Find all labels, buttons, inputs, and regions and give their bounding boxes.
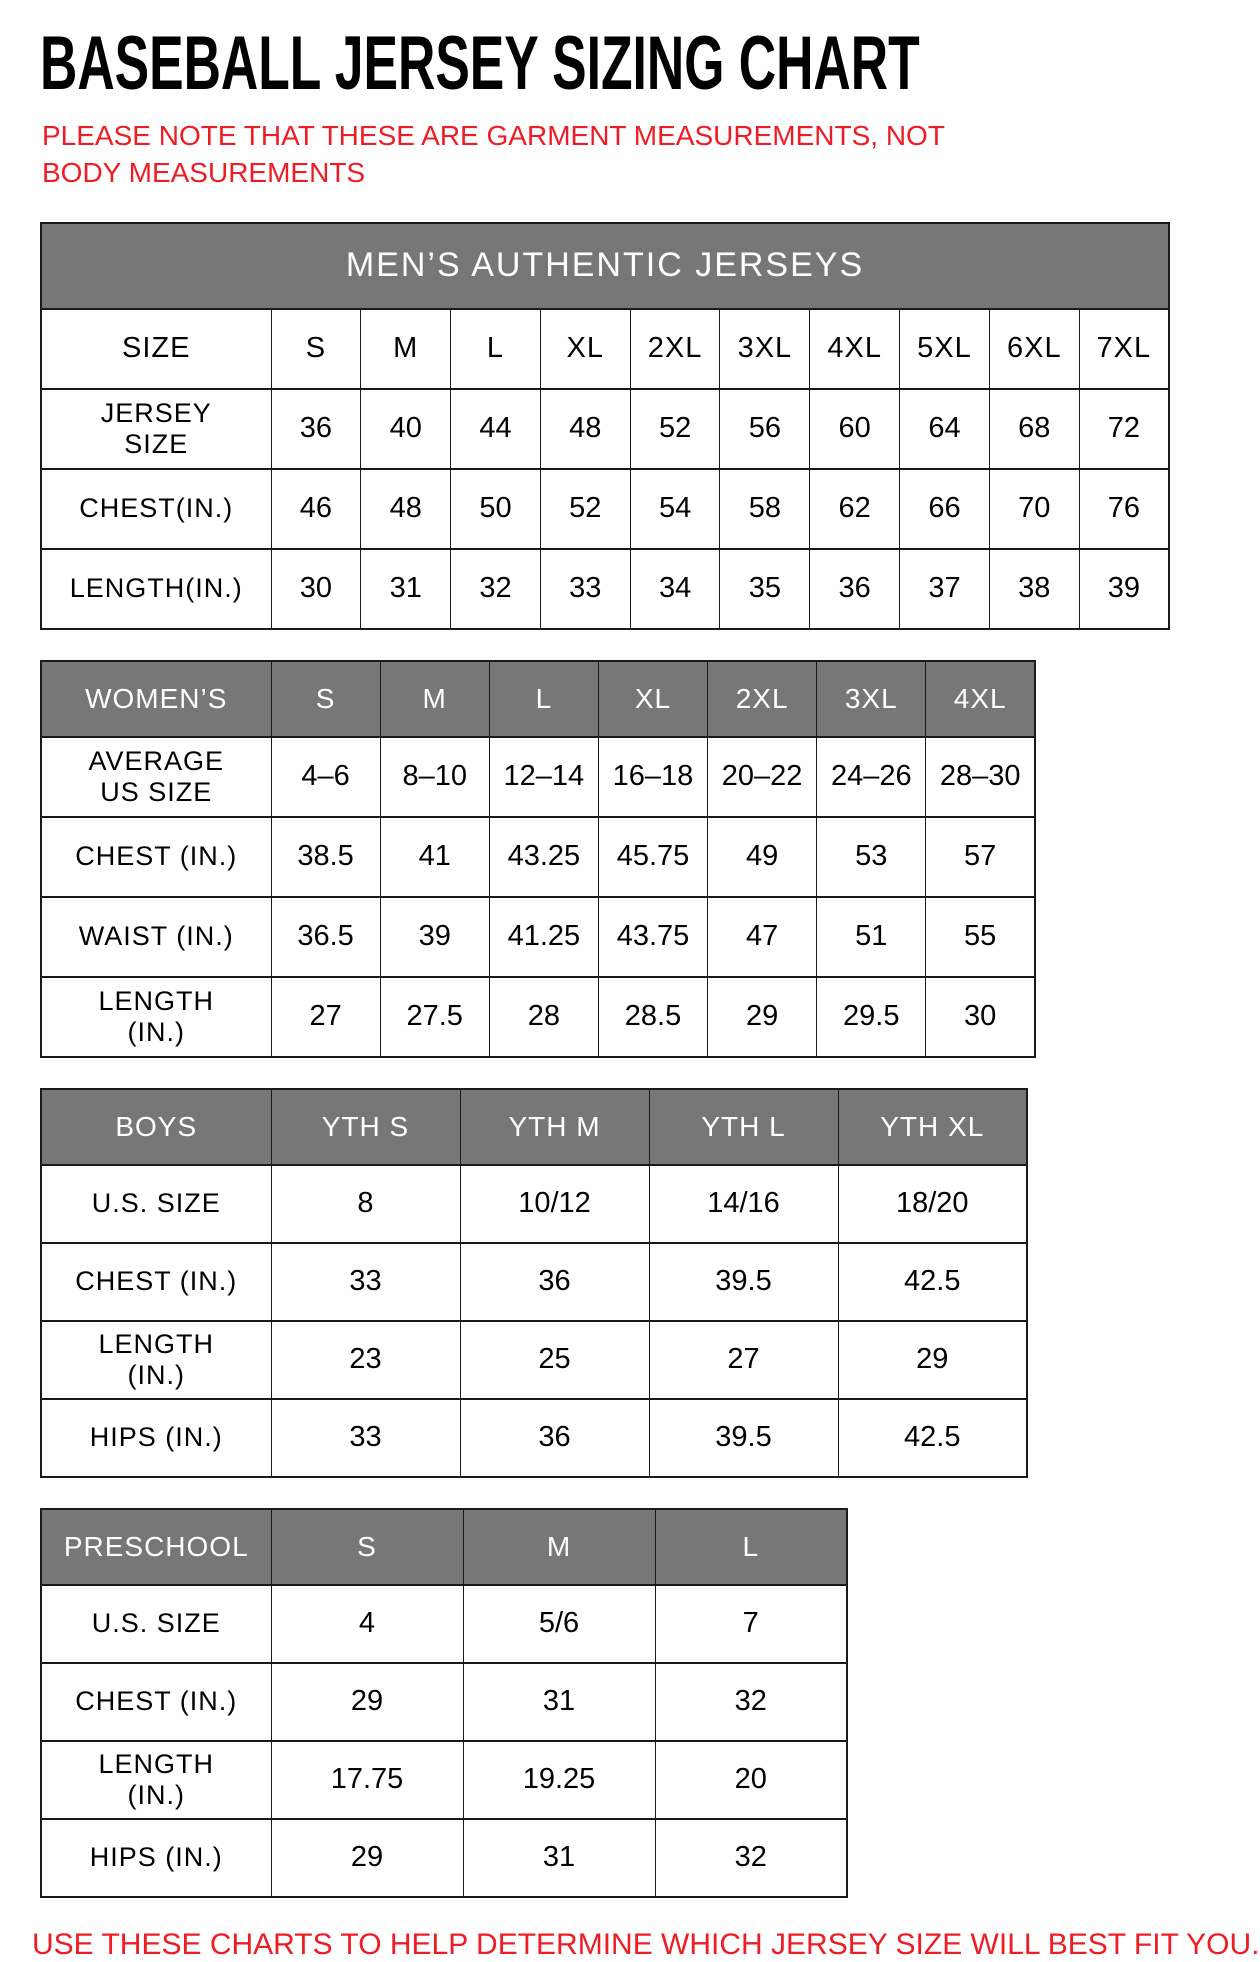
cell-value: 27	[649, 1321, 838, 1399]
cell-value: 29.5	[817, 977, 926, 1057]
cell-value: 33	[540, 549, 630, 629]
cell-value: 33	[271, 1243, 460, 1321]
preschool-row-length-in	[41, 1741, 847, 1819]
womens-header-row	[41, 661, 1035, 737]
row-label-length-in: LENGTH (IN.)	[41, 1741, 271, 1819]
preschool-row-chest-in	[41, 1663, 847, 1741]
cell-value: 72	[1079, 389, 1169, 469]
boys-row-chest-in	[41, 1243, 1027, 1321]
cell-value: 51	[817, 897, 926, 977]
preschool-sizing-table	[40, 1508, 848, 1898]
cell-value: 41	[380, 817, 489, 897]
col-header-yth-xl: YTH XL	[838, 1089, 1027, 1165]
col-header-m: M	[361, 309, 451, 389]
cell-value: 34	[630, 549, 720, 629]
cell-value: 68	[989, 389, 1079, 469]
cell-value: 45.75	[598, 817, 707, 897]
col-header-l: L	[655, 1509, 847, 1585]
cell-value: 44	[451, 389, 541, 469]
womens-row-chest-in	[41, 817, 1035, 897]
cell-value: 28.5	[598, 977, 707, 1057]
cell-value: 32	[655, 1663, 847, 1741]
cell-value: 76	[1079, 469, 1169, 549]
col-header-yth-m: YTH M	[460, 1089, 649, 1165]
row-label-average-us-size: AVERAGE US SIZE	[41, 737, 271, 817]
boys-row-hips-in	[41, 1399, 1027, 1477]
preschool-header-row	[41, 1509, 847, 1585]
cell-value: 36.5	[271, 897, 380, 977]
row-label-length-in: LENGTH (IN.)	[41, 1321, 271, 1399]
cell-value: 28–30	[926, 737, 1035, 817]
cell-value: 17.75	[271, 1741, 463, 1819]
col-header-yth-l: YTH L	[649, 1089, 838, 1165]
cell-value: 39	[380, 897, 489, 977]
boys-row-u-s-size	[41, 1165, 1027, 1243]
col-header-xl: XL	[598, 661, 707, 737]
col-header-6xl: 6XL	[989, 309, 1079, 389]
col-header-yth-s: YTH S	[271, 1089, 460, 1165]
cell-value: 53	[817, 817, 926, 897]
preschool-row-u-s-size	[41, 1585, 847, 1663]
womens-row-average-us-size	[41, 737, 1035, 817]
row-label-length-in: LENGTH(IN.)	[41, 549, 271, 629]
cell-value: 16–18	[598, 737, 707, 817]
mens-header-row	[41, 309, 1169, 389]
cell-value: 28	[489, 977, 598, 1057]
col-header-5xl: 5XL	[900, 309, 990, 389]
garment-measurements-note: PLEASE NOTE THAT THESE ARE GARMENT MEASUREMENTS, NOT BODY MEASUREMENTS	[42, 120, 945, 188]
cell-value: 30	[271, 549, 361, 629]
cell-value: 29	[271, 1819, 463, 1897]
cell-value: 14/16	[649, 1165, 838, 1243]
cell-value: 31	[463, 1819, 655, 1897]
col-header-s: S	[271, 309, 361, 389]
col-header-size: SIZE	[41, 309, 271, 389]
cell-value: 7	[655, 1585, 847, 1663]
cell-value: 27.5	[380, 977, 489, 1057]
cell-value: 64	[900, 389, 990, 469]
cell-value: 47	[708, 897, 817, 977]
cell-value: 43.25	[489, 817, 598, 897]
cell-value: 39	[1079, 549, 1169, 629]
mens-row-chest-in	[41, 469, 1169, 549]
col-header-l: L	[451, 309, 541, 389]
cell-value: 39.5	[649, 1243, 838, 1321]
cell-value: 4–6	[271, 737, 380, 817]
cell-value: 29	[271, 1663, 463, 1741]
row-label-u-s-size: U.S. SIZE	[41, 1165, 271, 1243]
cell-value: 33	[271, 1399, 460, 1477]
womens-sizing-table	[40, 660, 1036, 1058]
col-header-s: S	[271, 1509, 463, 1585]
col-header-women-s: WOMEN’S	[41, 661, 271, 737]
cell-value: 41.25	[489, 897, 598, 977]
row-label-chest-in: CHEST (IN.)	[41, 1243, 271, 1321]
col-header-4xl: 4XL	[810, 309, 900, 389]
col-header-3xl: 3XL	[720, 309, 810, 389]
col-header-l: L	[489, 661, 598, 737]
cell-value: 70	[989, 469, 1079, 549]
cell-value: 32	[451, 549, 541, 629]
cell-value: 39.5	[649, 1399, 838, 1477]
cell-value: 36	[810, 549, 900, 629]
col-header-2xl: 2XL	[630, 309, 720, 389]
cell-value: 40	[361, 389, 451, 469]
col-header-xl: XL	[540, 309, 630, 389]
row-label-chest-in: CHEST (IN.)	[41, 1663, 271, 1741]
cell-value: 38	[989, 549, 1079, 629]
cell-value: 36	[271, 389, 361, 469]
col-header-7xl: 7XL	[1079, 309, 1169, 389]
boys-header-row	[41, 1089, 1027, 1165]
cell-value: 10/12	[460, 1165, 649, 1243]
cell-value: 18/20	[838, 1165, 1027, 1243]
col-header-s: S	[271, 661, 380, 737]
cell-value: 36	[460, 1243, 649, 1321]
row-label-length-in: LENGTH (IN.)	[41, 977, 271, 1057]
cell-value: 12–14	[489, 737, 598, 817]
cell-value: 60	[810, 389, 900, 469]
womens-row-waist-in	[41, 897, 1035, 977]
cell-value: 38.5	[271, 817, 380, 897]
cell-value: 49	[708, 817, 817, 897]
cell-value: 54	[630, 469, 720, 549]
page-title: BASEBALL JERSEY SIZING CHART	[40, 21, 920, 106]
cell-value: 66	[900, 469, 990, 549]
cell-value: 25	[460, 1321, 649, 1399]
cell-value: 19.25	[463, 1741, 655, 1819]
col-header-preschool: PRESCHOOL	[41, 1509, 271, 1585]
cell-value: 42.5	[838, 1243, 1027, 1321]
cell-value: 30	[926, 977, 1035, 1057]
row-label-u-s-size: U.S. SIZE	[41, 1585, 271, 1663]
mens-row-length-in	[41, 549, 1169, 629]
cell-value: 43.75	[598, 897, 707, 977]
cell-value: 4	[271, 1585, 463, 1663]
womens-row-length-in	[41, 977, 1035, 1057]
mens-row-jersey-size	[41, 389, 1169, 469]
footer-note: USE THESE CHARTS TO HELP DETERMINE WHICH JERSEY SIZE WILL BEST FIT YOU.	[32, 1927, 1260, 1961]
row-label-hips-in: HIPS (IN.)	[41, 1819, 271, 1897]
row-label-chest-in: CHEST (IN.)	[41, 817, 271, 897]
cell-value: 37	[900, 549, 990, 629]
mens-banner: MEN’S AUTHENTIC JERSEYS	[41, 223, 1169, 309]
col-header-4xl: 4XL	[926, 661, 1035, 737]
cell-value: 20–22	[708, 737, 817, 817]
cell-value: 23	[271, 1321, 460, 1399]
cell-value: 8–10	[380, 737, 489, 817]
cell-value: 62	[810, 469, 900, 549]
cell-value: 31	[361, 549, 451, 629]
cell-value: 48	[540, 389, 630, 469]
row-label-waist-in: WAIST (IN.)	[41, 897, 271, 977]
cell-value: 24–26	[817, 737, 926, 817]
cell-value: 29	[708, 977, 817, 1057]
col-header-m: M	[380, 661, 489, 737]
col-header-2xl: 2XL	[708, 661, 817, 737]
cell-value: 52	[630, 389, 720, 469]
mens-authentic-jerseys-table	[40, 222, 1170, 630]
row-label-chest-in: CHEST(IN.)	[41, 469, 271, 549]
cell-value: 8	[271, 1165, 460, 1243]
row-label-jersey-size: JERSEY SIZE	[41, 389, 271, 469]
cell-value: 31	[463, 1663, 655, 1741]
cell-value: 50	[451, 469, 541, 549]
cell-value: 56	[720, 389, 810, 469]
cell-value: 42.5	[838, 1399, 1027, 1477]
col-header-3xl: 3XL	[817, 661, 926, 737]
cell-value: 5/6	[463, 1585, 655, 1663]
cell-value: 57	[926, 817, 1035, 897]
boys-row-length-in	[41, 1321, 1027, 1399]
cell-value: 55	[926, 897, 1035, 977]
cell-value: 27	[271, 977, 380, 1057]
boys-sizing-table	[40, 1088, 1028, 1478]
cell-value: 52	[540, 469, 630, 549]
cell-value: 20	[655, 1741, 847, 1819]
cell-value: 29	[838, 1321, 1027, 1399]
cell-value: 58	[720, 469, 810, 549]
cell-value: 46	[271, 469, 361, 549]
preschool-row-hips-in	[41, 1819, 847, 1897]
cell-value: 35	[720, 549, 810, 629]
cell-value: 32	[655, 1819, 847, 1897]
col-header-m: M	[463, 1509, 655, 1585]
row-label-hips-in: HIPS (IN.)	[41, 1399, 271, 1477]
cell-value: 48	[361, 469, 451, 549]
col-header-boys: BOYS	[41, 1089, 271, 1165]
cell-value: 36	[460, 1399, 649, 1477]
